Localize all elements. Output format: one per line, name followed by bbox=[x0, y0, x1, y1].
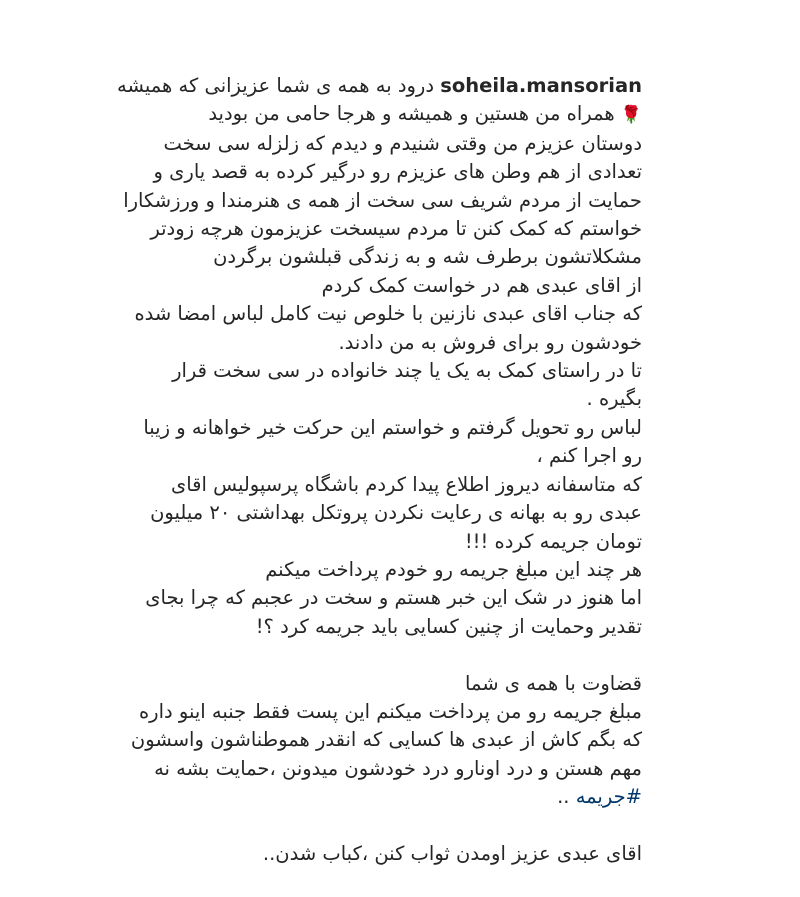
hashtag-link[interactable]: #جریمه bbox=[575, 785, 642, 809]
caption-line: خواستم که کمک کنن تا مردم سیسخت عزیزمون هرچه زودتر bbox=[150, 217, 642, 241]
caption-line: رو اجرا کنم ، bbox=[536, 444, 642, 468]
caption-line: دوستان عزیزم من وقتی شنیدم و دیدم که زلزله سی سخت bbox=[163, 131, 642, 155]
caption-line: تقدیر وحمایت از چنین کسایی باید جریمه کرد ؟! bbox=[255, 614, 642, 638]
caption-line bbox=[150, 783, 642, 811]
rose-icon: 🌹 bbox=[620, 105, 642, 126]
caption-line: مبلغ جریمه رو من پرداخت میکنم این پست فقط جنبه اینو داره bbox=[138, 699, 642, 723]
caption-line-text: همراه من هستین و همیشه و هرجا حامی من بودید bbox=[208, 102, 615, 126]
caption-line: که جناب اقای عبدی نازنین با خلوص نیت کامل لباس امضا شده bbox=[134, 302, 642, 326]
caption-line bbox=[150, 100, 642, 129]
caption-line: قضاوت با همه ی شما bbox=[465, 671, 642, 695]
caption-line: تعدادی از هم وطن های عزیزم رو درگیر کرده به قصد یاری و bbox=[153, 160, 642, 184]
caption-text bbox=[117, 72, 642, 868]
caption-line: عبدی رو به بهانه ی رعایت نکردن پروتکل بهداشتی ۲۰ میلیون bbox=[150, 501, 642, 525]
caption-line: اما هنوز در شک این خبر هستم و سخت در عجبم که چرا بجای bbox=[145, 586, 642, 610]
caption-line: اقای عبدی عزیز اومدن ثواب کنن ،کباب شدن.. bbox=[262, 841, 642, 865]
caption-line: تا در راستای کمک به یک یا چند خانواده در سی سخت قرار bbox=[172, 359, 642, 383]
paragraph-gap bbox=[150, 812, 642, 840]
caption-line bbox=[117, 72, 642, 100]
caption-line: هر چند این مبلغ جریمه رو خودم پرداخت میکنم bbox=[265, 557, 642, 581]
caption-line: که متاسفانه دیروز اطلاع پیدا کردم باشگاه پرسپولیس اقای bbox=[170, 472, 642, 496]
caption-line: حمایت از مردم شریف سی سخت از همه ی هنرمندا و ورزشکارا bbox=[123, 188, 642, 212]
caption-line: مهم هستن و درد اونارو درد خودشون میدونن ،حمایت بشه نه bbox=[154, 756, 642, 780]
caption-line: مشکلاتشون برطرف شه و به زندگی قبلشون برگردن bbox=[213, 245, 642, 269]
caption-line: خودشون رو برای فروش به من دادند. bbox=[338, 330, 642, 354]
username-link[interactable]: soheila.mansorian bbox=[440, 74, 642, 97]
caption-line: لباس رو تحویل گرفتم و خواستم این حرکت خیر خواهانه و زیبا bbox=[143, 415, 642, 439]
caption-line-text: درود به همه ی شما عزیزانی که همیشه bbox=[117, 74, 435, 97]
paragraph-gap bbox=[150, 641, 642, 669]
caption-line: از اقای عبدی هم در خواست کمک کردم bbox=[321, 273, 642, 297]
caption-line: که بگم کاش از عبدی ها کسایی که انقدر هموطناشون واسشون bbox=[130, 728, 642, 752]
caption-line: تومان جریمه کرده !!! bbox=[464, 529, 642, 553]
hashtag-suffix: .. bbox=[557, 785, 576, 809]
caption-line: بگیره . bbox=[586, 387, 642, 411]
